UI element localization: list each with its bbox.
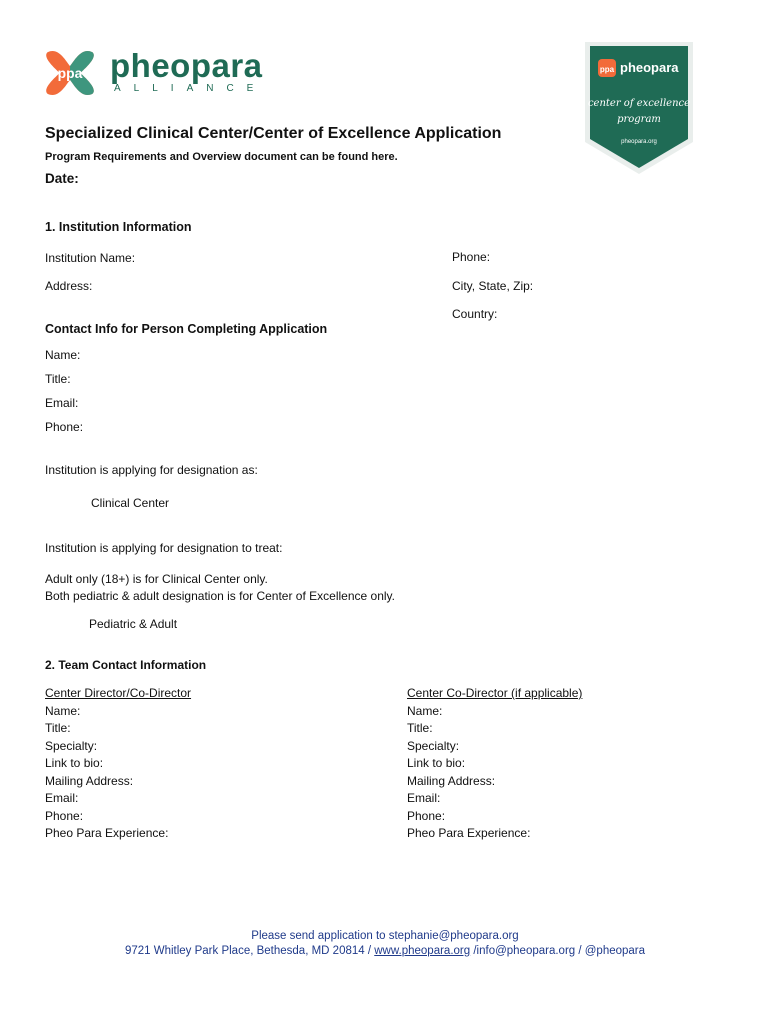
co-director-field: Mailing Address: [407, 773, 496, 788]
director-field: Link to bio: [45, 756, 104, 770]
contact-heading: Contact Info for Person Completing Application [45, 322, 328, 336]
designation-value-field[interactable]: Clinical Center [91, 496, 170, 510]
badge-wordmark: pheopara [620, 60, 679, 75]
badge-script-line1: center of excellence [587, 98, 691, 109]
center-of-excellence-badge [585, 42, 693, 174]
co-director-field: Phone: [407, 808, 446, 823]
designation-note-1: Adult only (18+) is for Clinical Center only. [45, 572, 268, 586]
badge-url: pheopara.org [621, 139, 657, 145]
contact-title-label: Title: [45, 372, 71, 386]
logo-subtitle: ALLIANCE [114, 83, 267, 94]
contact-email-label: Email: [45, 396, 79, 410]
footer-website-link[interactable]: www.pheopara.org [374, 945, 471, 957]
director-field: Title: [45, 721, 71, 735]
co-director-field: Title: [407, 721, 433, 735]
director-column-title: Center Director/Co-Director [45, 686, 192, 700]
designation-treat-label: Institution is applying for designation to treat: [45, 541, 283, 555]
page-subtitle[interactable]: Program Requirements and Overview document can be found here. [45, 151, 398, 163]
country-label: Country: [452, 307, 498, 321]
address-label: Address: [45, 279, 93, 293]
contact-phone-label: Phone: [45, 420, 84, 434]
institution-phone-label: Phone: [452, 250, 491, 264]
co-director-field: Pheo Para Experience: [407, 826, 531, 840]
treat-value-field[interactable]: Pediatric & Adult [89, 617, 178, 631]
footer-contacts: /info@pheopara.org / @pheopara [470, 945, 646, 957]
institution-name-label: Institution Name: [45, 251, 136, 265]
footer-address: 9721 Whitley Park Place, Bethesda, MD 20814 / [124, 945, 375, 957]
director-field: Name: [45, 703, 81, 718]
co-director-field: Link to bio: [407, 756, 466, 770]
section-1-heading: 1. Institution Information [45, 220, 192, 234]
section-2-heading: 2. Team Contact Information [45, 658, 207, 672]
designation-note-2: Both pediatric & adult designation is for Center of Excellence only. [45, 589, 395, 603]
co-director-field: Specialty: [407, 738, 460, 753]
date-label: Date: [45, 171, 79, 186]
footer-line-1: Please send application to stephanie@pheopara.org [251, 930, 519, 942]
logo-wordmark: pheopara [110, 47, 263, 84]
co-director-column [407, 685, 582, 841]
logo-mark-text: ppa [57, 65, 83, 82]
director-field: Pheo Para Experience: [45, 826, 169, 840]
designation-label: Institution is applying for designation as: [45, 463, 258, 477]
badge-script-line2: program [617, 114, 661, 125]
pheopara-logo-mark [44, 45, 96, 101]
co-director-field: Name: [407, 703, 443, 718]
footer-line-2 [0, 945, 770, 957]
contact-name-label: Name: [45, 348, 81, 362]
director-field: Specialty: [45, 738, 98, 753]
director-column [45, 685, 191, 841]
director-field: Mailing Address: [45, 773, 134, 788]
director-field: Phone: [45, 808, 84, 823]
badge-mark-text: ppa [599, 65, 615, 74]
city-state-zip-label: City, State, Zip: [452, 279, 534, 293]
co-director-field: Email: [407, 791, 441, 805]
director-field: Email: [45, 791, 79, 805]
co-director-column-title: Center Co-Director (if applicable) [407, 686, 583, 700]
page-title: Specialized Clinical Center/Center of Excellence Application [45, 125, 502, 142]
